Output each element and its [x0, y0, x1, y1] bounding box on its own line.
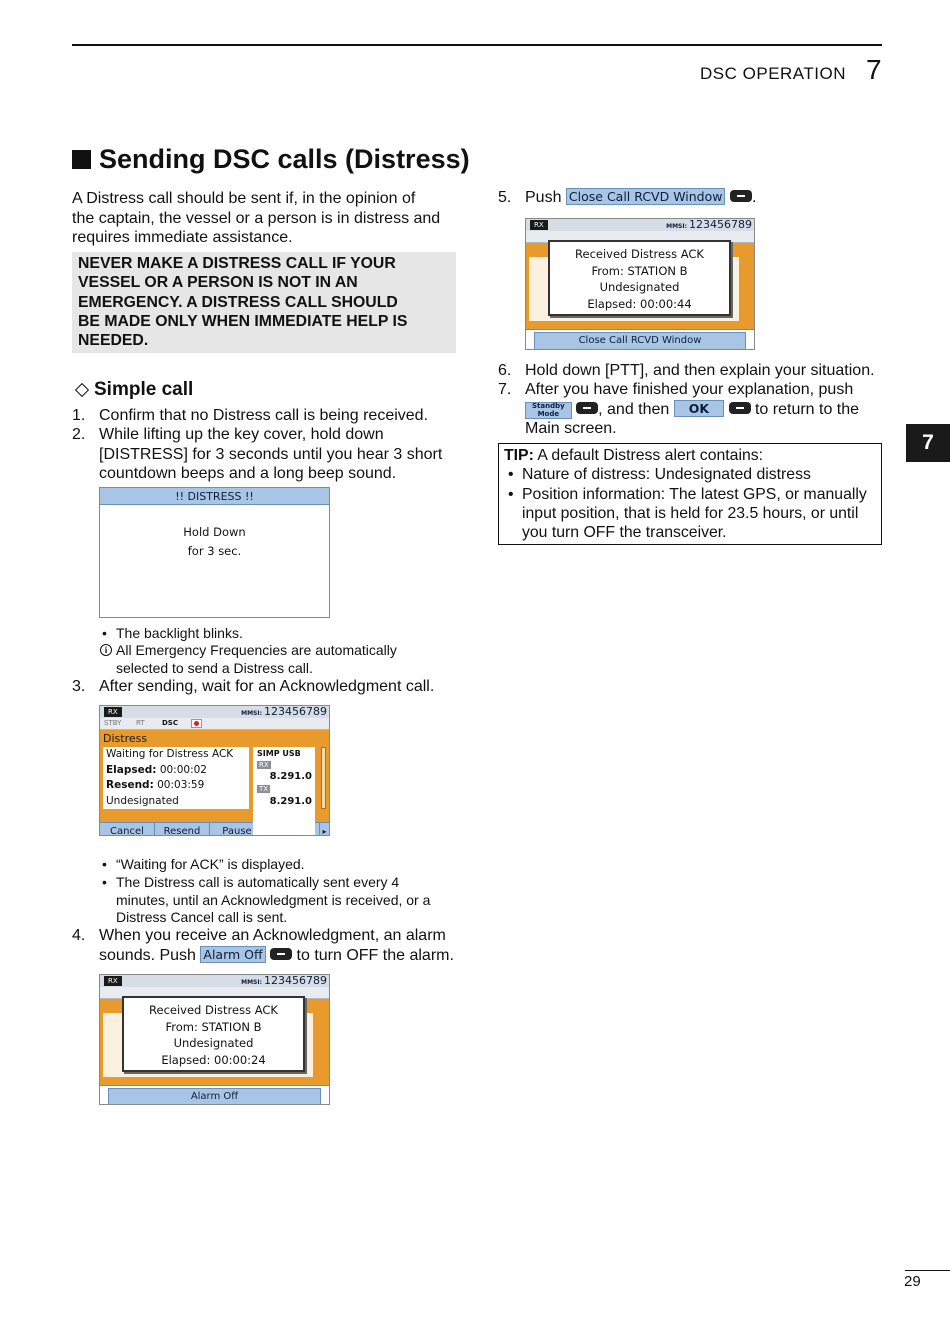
stby-indicator: STBY: [104, 719, 122, 727]
tx-frequency: 8.291.0: [269, 796, 312, 807]
step-number: 6.: [498, 362, 512, 379]
softkey-bar: [526, 329, 754, 350]
popup-line: Received Distress ACK: [575, 247, 704, 261]
intro-line: A Distress call should be sent if, in the opinion of: [72, 190, 416, 207]
mode-bar: [100, 718, 329, 730]
rx-tag: RX: [259, 761, 269, 769]
step-text: [525, 380, 859, 439]
mmsi-display: [666, 218, 752, 231]
status-bar: [100, 706, 329, 718]
step-number: 4.: [72, 927, 86, 944]
status-line: Undesignated: [106, 794, 179, 807]
ok-button[interactable]: OK: [674, 400, 724, 417]
step-text: After sending, wait for an Acknowledgment call.: [99, 678, 435, 695]
note-line: The Distress call is automatically sent every 4: [116, 874, 400, 890]
note-text: The backlight blinks.: [116, 625, 243, 641]
close-window-screen: [525, 218, 755, 350]
note-line: Distress Cancel call is sent.: [116, 909, 288, 925]
elapsed-value: 00:00:02: [159, 763, 207, 776]
screen-title-bar: !! DISTRESS !!: [100, 488, 329, 505]
step-number: 1.: [72, 407, 86, 424]
softkey-close-call-rcvd-window[interactable]: Close Call RCVD Window: [534, 332, 746, 350]
square-bullet-icon: [72, 150, 91, 169]
resend-value: 00:03:59: [157, 779, 205, 791]
minus-key-icon: [730, 190, 752, 202]
scrollbar: [321, 747, 326, 809]
step-line: [99, 946, 454, 966]
step-2: [72, 425, 456, 485]
note-text: [116, 642, 397, 677]
note-line: selected to send a Distress call.: [116, 659, 313, 676]
popup-line: From: STATION B: [165, 1019, 262, 1034]
step-line: After you have finished your explanation, push: [525, 381, 854, 398]
step-line: When you receive an Acknowledgment, an alarm: [99, 927, 446, 944]
step-text-fragment: , and then: [598, 400, 670, 418]
note-resend: • The Distress call is automatically sent every 4 minutes, until an Acknowledgment is received, or a Distress Cancel call is sent.: [102, 874, 431, 925]
tip-heading-text: A default Distress alert contains:: [537, 447, 764, 464]
step-text-fragment: .: [751, 189, 757, 206]
button-line: Mode: [537, 409, 560, 418]
popup-line: Elapsed: 00:00:24: [161, 1052, 266, 1067]
step-number: 3.: [72, 678, 86, 695]
mmsi-label: MMSI:: [666, 223, 687, 230]
elapsed-line: [106, 763, 249, 779]
distress-header: Distress: [103, 732, 148, 745]
call-status: [103, 747, 249, 809]
tip-bullet-line: input position, that is held for 23.5 hours, or until: [522, 504, 859, 522]
warning-line: NEEDED.: [78, 332, 149, 350]
note-line: minutes, until an Acknowledgment is received, or a: [116, 891, 431, 908]
minus-key-icon: [270, 948, 292, 960]
softkey-bar: [100, 1085, 329, 1105]
page-title-text: Sending DSC calls (Distress): [99, 144, 470, 174]
mmsi-label: MMSI:: [241, 979, 262, 986]
chapter-number: 7: [866, 54, 882, 85]
page-title: [72, 144, 470, 175]
mmsi-value: 123456789: [689, 218, 752, 231]
popup-line: Undesignated: [173, 1036, 254, 1050]
simple-call-heading-text: Simple call: [94, 379, 194, 400]
step-line: [DISTRESS] for 3 seconds until you hear 3 short: [99, 445, 443, 463]
ack-popup: [122, 996, 305, 1072]
screen-message-line: for 3 sec.: [187, 544, 242, 558]
step-5: [498, 188, 882, 208]
note-waiting: • “Waiting for ACK” is displayed.: [102, 856, 305, 872]
intro-paragraph: [72, 189, 440, 248]
tip-bullet-text: Nature of distress: Undesignated distress: [522, 466, 811, 484]
step-text-fragment: to return to the: [754, 400, 860, 418]
waiting-ack-screen: [99, 705, 330, 836]
button-line: Standby: [532, 402, 565, 410]
step-7: [498, 380, 882, 440]
step-1: [72, 406, 456, 426]
popup-line: From: STATION B: [591, 263, 688, 278]
rx-badge: RX: [104, 976, 122, 986]
standby-mode-button[interactable]: [525, 402, 572, 419]
elapsed-label: Elapsed:: [106, 763, 157, 776]
warning-line: BE MADE ONLY WHEN IMMEDIATE HELP IS: [78, 312, 408, 330]
step-text: Hold down [PTT], and then explain your situation.: [525, 362, 875, 379]
tip-box: [498, 443, 882, 545]
popup-line: Elapsed: 00:00:44: [587, 296, 692, 311]
chapter-side-tab: 7: [906, 424, 950, 462]
note-text: [116, 874, 430, 927]
frequency-panel: [253, 747, 315, 836]
softkey-cancel[interactable]: Cancel: [100, 823, 155, 836]
resend-label: Resend:: [106, 779, 154, 791]
step-number: 5.: [498, 189, 512, 206]
rx-badge: RX: [530, 220, 548, 230]
note-line: All Emergency Frequencies are automatically: [116, 642, 397, 658]
step-3: [72, 677, 456, 697]
step-text: [99, 425, 442, 484]
diamond-icon: [75, 383, 89, 397]
distress-panel: [100, 730, 329, 822]
record-icon: [191, 719, 202, 728]
resend-line: [106, 778, 249, 794]
warning-line: EMERGENCY. A DISTRESS CALL SHOULD: [78, 293, 398, 311]
tip-label: TIP:: [504, 447, 534, 464]
tip-bullet-line: Position information: The latest GPS, or manually: [522, 485, 867, 503]
rt-indicator: RT: [136, 719, 145, 727]
mmsi-value: 123456789: [264, 974, 327, 987]
softkey-pause[interactable]: Pause: [210, 823, 265, 836]
note-text: “Waiting for ACK” is displayed.: [116, 856, 305, 872]
rx-frequency: 8.291.0: [269, 771, 312, 782]
screen-message: [100, 505, 329, 561]
minus-key-icon: [729, 402, 751, 414]
distress-panel-dimmed: [526, 243, 754, 329]
step-text: [99, 926, 454, 965]
rx-badge: RX: [104, 707, 122, 717]
arrow-right-icon[interactable]: ▸: [319, 823, 329, 836]
status-line: Waiting for Distress ACK: [106, 748, 234, 760]
step-line: [525, 400, 859, 420]
footer-rule: [905, 1270, 950, 1271]
step-line: While lifting up the key cover, hold down: [99, 426, 384, 443]
warning-box: [72, 252, 456, 353]
mmsi-display: [241, 705, 327, 718]
info-icon: i: [100, 644, 112, 656]
mmsi-display: [241, 974, 327, 987]
header-rule: [72, 44, 882, 46]
step-text-fragment: Push: [525, 189, 562, 206]
step-line: countdown beeps and a long beep sound.: [99, 465, 397, 482]
simple-call-heading: [74, 379, 193, 401]
distress-panel-dimmed: [100, 999, 329, 1085]
tip-heading: [504, 446, 876, 465]
ack-popup: [548, 240, 731, 316]
mmsi-value: 123456789: [264, 705, 327, 718]
step-line: Main screen.: [525, 420, 617, 437]
note-info: [100, 642, 456, 678]
distress-hold-screen: [99, 487, 330, 618]
status-bar: [526, 219, 754, 231]
intro-line: the captain, the vessel or a person is in distress and: [72, 209, 441, 227]
mode-label: SIMP USB: [257, 749, 301, 758]
step-text-fragment: to turn OFF the alarm.: [296, 946, 454, 964]
note-backlight: • The backlight blinks.: [102, 625, 243, 641]
screen-message-line: Hold Down: [183, 525, 246, 539]
tx-tag: TX: [259, 785, 269, 793]
popup-line: Received Distress ACK: [149, 1003, 278, 1017]
step-text: Confirm that no Distress call is being received.: [99, 407, 429, 424]
step-6: [498, 361, 882, 381]
minus-key-icon: [576, 402, 598, 414]
alarm-off-button[interactable]: Alarm Off: [200, 946, 265, 963]
received-ack-screen: [99, 974, 330, 1105]
step-number: 2.: [72, 426, 86, 443]
softkey-alarm-off[interactable]: Alarm Off: [108, 1088, 321, 1105]
close-call-rcvd-window-button[interactable]: Close Call RCVD Window: [566, 188, 726, 205]
step-text-fragment: sounds. Push: [99, 946, 196, 964]
intro-line: requires immediate assistance.: [72, 229, 293, 246]
tip-bullet: • Position information: The latest GPS, or manually input position, that is held for 23.5 hours, or until you turn OFF the transceiver.: [504, 485, 876, 543]
softkey-resend[interactable]: Resend: [155, 823, 210, 836]
section-title: DSC OPERATION: [700, 64, 846, 83]
popup-line: Undesignated: [599, 280, 680, 294]
status-bar: [100, 975, 329, 987]
tip-bullet-line: you turn OFF the transceiver.: [522, 524, 727, 542]
step-text: [525, 188, 756, 208]
warning-line: VESSEL OR A PERSON IS NOT IN AN: [78, 274, 358, 292]
step-number: 7.: [498, 381, 512, 398]
tip-bullet: • Nature of distress: Undesignated distress: [508, 466, 811, 484]
page-number: 29: [904, 1273, 921, 1290]
warning-line: NEVER MAKE A DISTRESS CALL IF YOUR: [78, 255, 396, 272]
mmsi-label: MMSI:: [241, 710, 262, 717]
step-4: [72, 926, 456, 966]
dsc-indicator: DSC: [162, 719, 178, 727]
